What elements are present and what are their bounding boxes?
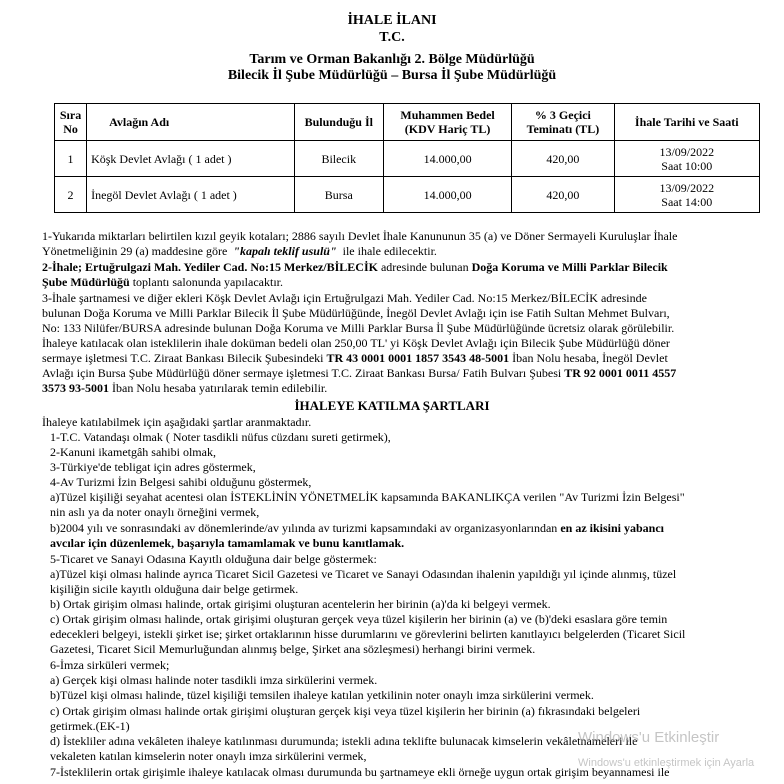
condition-subitem: getirmek.(EK-1) — [50, 719, 130, 733]
condition-item: 1-T.C. Vatandaşı olmak ( Noter tasdikli nüfus cüzdanı sureti getirmek), — [50, 430, 391, 444]
condition-subitem: d) İstekliler adına vekâleten ihaleye katılınması durumunda; istekli adına teklifte bulunacak kimselerin vekâletnameleri ile — [50, 734, 638, 748]
iban-bilecik: TR 43 0001 0001 1857 3543 48-5001 — [326, 351, 510, 365]
row-datetime — [614, 177, 759, 213]
iban-bursa: TR 92 0001 0011 4557 — [564, 366, 677, 380]
condition-subitem: nin aslı ya da noter onaylı örneğini vermek, — [50, 505, 260, 519]
paragraph-2-line: 2-İhale; Ertuğrulgazi Mah. Yediler Cad. No:15 Merkez/BİLECİK adresinde bulunan Doğa Koruma ve Milli Parklar Bilecik — [42, 260, 668, 274]
row-province: Bursa — [294, 177, 383, 213]
activation-watermark-hint[interactable]: Windows'u etkinleştirmek için Ayarla — [578, 757, 755, 769]
condition-subitem: b) Ortak girişim olması halinde, ortak girişimi oluşturan acentelerin her birinin (a)'da ki belgeyi vermek. — [50, 597, 551, 611]
paragraph-3-line: 3573 93-5001 İban Nolu hesaba yatırılarak temin edilebilir. — [42, 381, 328, 395]
paragraph-2-line: Şube Müdürlüğü toplantı salonunda yapılacaktır. — [42, 275, 283, 289]
republic-label: T.C. — [379, 30, 405, 45]
condition-subitem: vekaleten katılan kimselerin noter onaylı imza sirkülerini vermek, — [50, 749, 367, 763]
row-time: Saat 14:00 — [661, 194, 713, 209]
condition-subitem: kişiliğin sicile kayıtlı olduğuna dair belge getirmek. — [50, 582, 299, 596]
paragraph-3-line: No: 133 Nilüfer/BURSA adresinde bulunan Doğa Koruma ve Milli Parklar Bursa İl Şube Müdürlüğünde ücretsiz olarak görülebilir. — [42, 321, 675, 335]
row-date: 13/09/2022 — [659, 144, 715, 159]
row-datetime — [614, 141, 759, 177]
row-date: 13/09/2022 — [659, 180, 715, 195]
row-price: 14.000,00 — [383, 177, 511, 213]
condition-subitem: b)Tüzel kişi olması halinde, tüzel kişiliği temsilen ihaleye katılan yetkilinin noter onaylı imza sirkülerini vermek. — [50, 688, 594, 702]
condition-subitem: Gazetesi, Ticaret Sicil Memurluğundan alınmış belge, Şirket ana sözleşmesi) herhangi birini vermek. — [50, 642, 536, 656]
condition-item: 3-Türkiye'de tebligat için adres göstermek, — [50, 460, 256, 474]
header-no: Sıra No — [55, 104, 87, 141]
paragraph-3-line: bulunan Doğa Koruma ve Milli Parklar Bilecik İl Şube Müdürlüğünde, İnegöl Devlet Avlağı için ise Fatih Sultan Mehmet Bulvarı, — [42, 306, 670, 320]
condition-subitem: c) Ortak girişim olması halinde ortak girişimi oluşturan gerçek kişi veya tüzel kişilerin her birinin (a) fıkrasındaki belgeleri — [50, 704, 641, 718]
branches-label: Bilecik İl Şube Müdürlüğü – Bursa İl Şube Müdürlüğü — [227, 68, 557, 83]
row-time: Saat 10:00 — [661, 158, 713, 173]
conditions-intro: İhaleye katılabilmek için aşağıdaki şartlar aranmaktadır. — [42, 415, 312, 429]
auction-table — [54, 103, 760, 213]
condition-subitem: b)2004 yılı ve sonrasındaki av dönemlerinde/av yılında av turizmi kapsamındaki av organizasyonlarından en az ikisini yabancı — [50, 521, 664, 535]
activation-watermark: Windows'u Etkinleştir — [578, 729, 720, 746]
table-row — [55, 141, 760, 177]
paragraph-1-line: 1-Yukarıda miktarları belirtilen kızıl geyik kotaları; 2886 sayılı Devlet İhale Kanununun 35 (a) ve Döner Sermayeli Kuruluşlar İhale — [42, 229, 678, 243]
condition-item: 4-Av Turizmi İzin Belgesi sahibi olduğunu göstermek, — [50, 475, 312, 489]
auction-address: 2-İhale; Ertuğrulgazi Mah. Yediler Cad. No:15 Merkez/BİLECİK — [42, 260, 378, 274]
condition-subitem: a)Tüzel kişi olması halinde ayrıca Ticaret Sicil Gazetesi ve Ticaret ve Sanayi Odasından ihalenin yapıldığı yıl içinde alınmış, tüzel — [50, 567, 677, 581]
condition-subitem: a) Gerçek kişi olması halinde noter tasdikli imza sirkülerini vermek. — [50, 673, 378, 687]
header-datetime: İhale Tarihi ve Saati — [614, 104, 759, 141]
row-no: 2 — [55, 177, 87, 213]
row-no: 1 — [55, 141, 87, 177]
table-row — [55, 177, 760, 213]
conditions-title: İHALEYE KATILMA ŞARTLARI — [294, 398, 490, 413]
table-header-row — [55, 104, 760, 141]
condition-item: 6-İmza sirküleri vermek; — [50, 658, 170, 672]
document-title: İHALE İLANI — [347, 13, 437, 28]
paragraph-3-line: sermaye işletmesi T.C. Ziraat Bankası Bilecik Şubesindeki TR 43 0001 0001 1857 3543 48-5001 İban Nolu hesaba, İnegöl Devlet — [42, 351, 668, 365]
condition-item: 5-Ticaret ve Sanayi Odasına Kayıtlı olduğuna dair belge göstermek: — [50, 552, 377, 566]
header-name: Avlağın Adı — [87, 104, 295, 141]
condition-subitem: c) Ortak girişim olması halinde, ortak girişimi oluşturan gerçek veya tüzel kişilerin her birinin (a) ve (b)'deki esaslara göre temin — [50, 612, 668, 626]
row-name: Köşk Devlet Avlağı ( 1 adet ) — [87, 141, 295, 177]
paragraph-3-line: Avlağı için Bursa Şube Müdürlüğü döner sermaye işletmesi T.C. Ziraat Bankası Bursa/ Fatih Bulvarı Şubesi TR 92 0001 0011 4557 — [42, 366, 677, 380]
row-province: Bilecik — [294, 141, 383, 177]
row-name: İnegöl Devlet Avlağı ( 1 adet ) — [87, 177, 295, 213]
header-province: Bulunduğu İl — [294, 104, 383, 141]
header-deposit: % 3 Geçici Teminatı (TL) — [512, 104, 614, 141]
procedure-name: "kapalı teklif usulü" — [233, 244, 337, 258]
condition-item: 2-Kanuni ikametgâh sahibi olmak, — [50, 445, 216, 459]
condition-subitem: avcılar için düzenlemek, başarıyla tamamlamak ve bunu kanıtlamak. — [50, 536, 405, 550]
row-deposit: 420,00 — [512, 141, 614, 177]
row-deposit: 420,00 — [512, 177, 614, 213]
ministry-label: Tarım ve Orman Bakanlığı 2. Bölge Müdürlüğü — [249, 52, 535, 67]
paragraph-3-line: 3-İhale şartnamesi ve diğer ekleri Köşk Devlet Avlağı için Ertuğrulgazi Mah. Yediler Cad. No:15 Merkez/BİLECİK adresinde — [42, 291, 647, 305]
paragraph-3-line: İhaleye katılacak olan isteklilerin ihale doküman bedeli olan 250,00 TL' yi Köşk Devlet Avlağı için Bilecik Şube Müdürlüğü döner — [42, 336, 670, 350]
condition-subitem: edecekleri belgeyi, istekli şirket ise; şirket ortaklarının hisse durumlarını ve görevlerini belirten kanıtlayıcı belgelerden (Ticaret Sicil — [50, 627, 686, 641]
row-price: 14.000,00 — [383, 141, 511, 177]
header-price: Muhammen Bedel (KDV Hariç TL) — [383, 104, 511, 141]
paragraph-1-line: Yönetmeliğinin 29 (a) maddesine göre "kapalı teklif usulü" ile ihale edilecektir. — [42, 244, 437, 258]
condition-item: 7-İsteklilerin ortak girişimle ihaleye katılacak olması durumunda bu şartnameye ekli örneğe uygun ortak girişim beyannamesi ile — [50, 765, 670, 779]
condition-subitem: a)Tüzel kişiliği seyahat acentesi olan İSTEKLİNİN YÖNETMELİK kapsamında BAKANLIKÇA verilen "Av Turizmi İzin Belgesi" — [50, 490, 685, 504]
